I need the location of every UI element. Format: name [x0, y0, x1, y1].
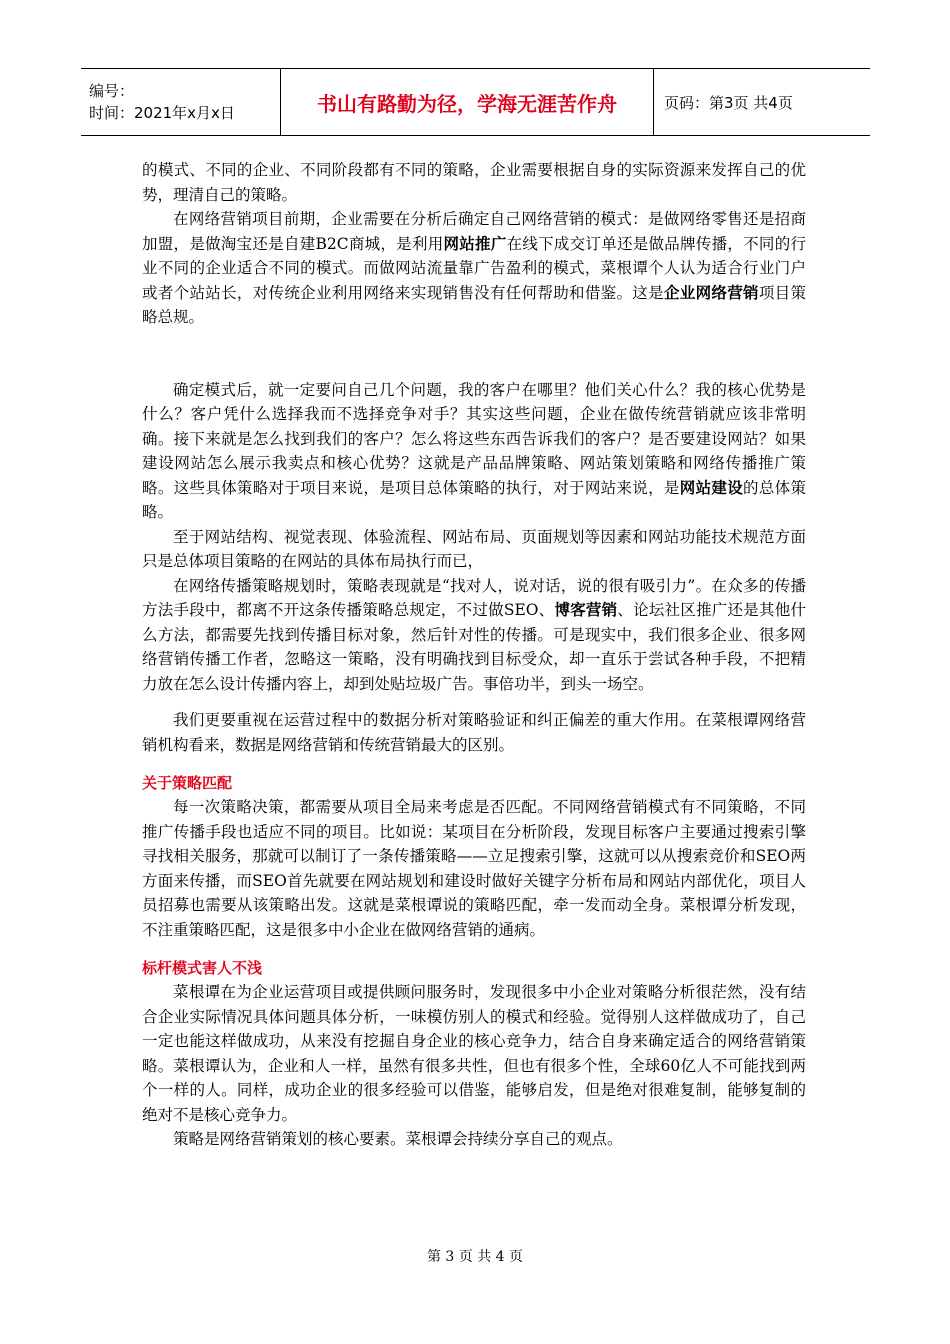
header-meta	[81, 69, 281, 135]
header-number: 编号：	[89, 82, 135, 100]
paragraph: 至于网站结构、视觉表现、体验流程、网站布局、页面规划等因素和网站功能技术规范方面只是总体项目策略的在网站的具体布局执行而已，	[142, 527, 806, 570]
paragraph: 每一次策略决策，都需要从项目全局来考虑是否匹配。不同网络营销模式有不同策略，不同推广传播手段也适应不同的项目。比如说：某项目在分析阶段，发现目标客户主要通过搜索引擎寻找相关服务，那就可以制订了一条传播策略——立足搜索引擎，这就可以从搜索竞价和SEO两方面来传播，而SEO首先就要在网站规划和建设时做好关键字分析布局和网站内部优化，项目人员招募也需要从该策略出发。这就是菜根谭说的策略匹配，牵一发而动全身。菜根谭分析发现，不注重策略匹配，这是很多中小企业在做网络营销的通病。	[142, 798, 806, 939]
paragraph: 在网络营销项目前期，企业需要在分析后确定自己网络营销的模式：是做网络零售还是招商加盟，是做淘宝还是自建B2C商城，是利用网站推广在线下成交订单还是做品牌传播，不同的行业不同的企业适合不同的模式。而做网站流量靠广告盈利的模式，菜根谭个人认为适合行业门户或者个站站长，对传统企业利用网络来实现销售没有任何帮助和借鉴。这是企业网络营销项目策略总规。	[142, 210, 806, 326]
motto-text: 书山有路勤为径，学海无涯苦作舟	[317, 91, 617, 116]
header-date: 时间：2021年x月x日	[89, 104, 235, 122]
paragraph: 策略是网络营销策划的核心要素。菜根谭会持续分享自己的观点。	[173, 1130, 623, 1148]
header-motto	[281, 69, 654, 135]
page-footer: 第 3 页 共 4 页	[426, 1249, 524, 1265]
page-label: 页码：第3页 共4页	[664, 93, 793, 112]
paragraph: 在网络传播策略规划时，策略表现就是“找对人，说对话，说的很有吸引力”。在众多的传播方法手段中，都离不开这条传播策略总规定，不过做SEO、博客营销、论坛社区推广还是其他什么方法，都需要先找到传播目标对象，然后针对性的传播。可是现实中，我们很多企业、很多网络营销传播工作者，忽略这一策略，没有明确找到目标受众，却一直乐于尝试各种手段，不把精力放在怎么设计传播内容上，却到处贴垃圾广告。事倍功半，到头一场空。	[142, 576, 806, 693]
paragraph: 的模式、不同的企业、不同阶段都有不同的策略，企业需要根据自身的实际资源来发挥自己的优势，理清自己的策略。	[142, 161, 806, 204]
section-heading: 关于策略匹配	[142, 774, 233, 792]
paragraph: 确定模式后，就一定要问自己几个问题，我的客户在哪里？他们关心什么？我的核心优势是什么？客户凭什么选择我而不选择竞争对手？其实这些问题，企业在做传统营销就应该非常明确。接下来就是怎么找到我们的客户？怎么将这些东西告诉我们的客户？是否要建设网站？如果建设网站怎么展示我卖点和核心优势？这就是产品品牌策略、网站策划策略和网络传播推广策略。这些具体策略对于项目来说，是项目总体策略的执行，对于网站来说，是网站建设的总体策略。	[142, 380, 806, 521]
page-header	[81, 68, 870, 136]
paragraph: 菜根谭在为企业运营项目或提供顾问服务时，发现很多中小企业对策略分析很茫然，没有结合企业实际情况具体问题具体分析，一味模仿别人的模式和经验。觉得别人这样做成功了，自己一定也能这样做成功，从来没有挖掘自身企业的核心竞争力，结合自身来确定适合的网络营销策略。菜根谭认为，企业和人一样，虽然有很多共性，但也有很多个性，全球60亿人不可能找到两个一样的人。同样，成功企业的很多经验可以借鉴，能够启发，但是绝对很难复制，能够复制的绝对不是核心竞争力。	[142, 983, 806, 1124]
section-heading: 标杆模式害人不浅	[142, 959, 263, 977]
paragraph: 我们更要重视在运营过程中的数据分析对策略验证和纠正偏差的重大作用。在菜根谭网络营销机构看来，数据是网络营销和传统营销最大的区别。	[142, 711, 806, 754]
header-page	[654, 69, 870, 135]
article-body	[142, 158, 806, 1152]
